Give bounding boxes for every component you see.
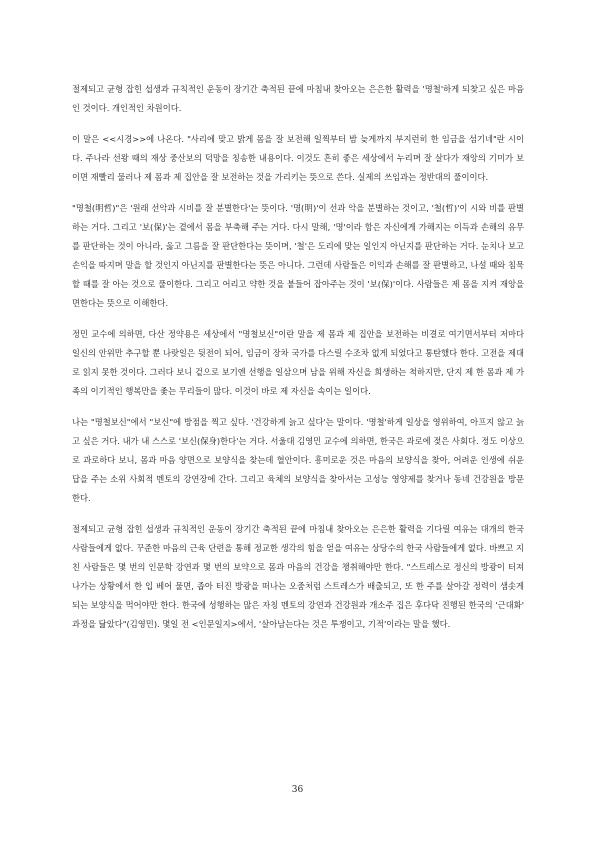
paragraph-1: 절제되고 균형 잡힌 섭생과 규칙적인 운동이 장기간 축적된 끝에 마침내 찾아오는 은은한 활력을 '명철'하게 되찾고 싶은 마음인 것이다. 개인적인 차원이다. [72,84,524,113]
body-text [72,80,524,646]
page-number: 36 [291,785,304,795]
paragraph-4: 정민 교수에 의하면, 다산 정약용은 세상에서 "명철보신"이란 말을 제 몸과 제 집안을 보전하는 비결로 여기면서부터 저마다 일신의 안위만 추구할 뿐 나랏일은 뒷전이 되어, 임금이 장차 국가를 다스릴 수조차 없게 되었다고 통탄했다 한다. 고전을 제대로 읽지 못한 것이다. 그러다 보니 겉으로 보기엔 선행을 일삼으며 남을 위해 자신을 희생하는 척하지만, 단지 제 한 몸과 제 가족의 이기적인 행복만을 좇는 무리들이 많다. 이것이 바로 제 자신을 속이는 일이다. [72,329,524,396]
paragraph-3: "명철(明哲)"은 '원래 선악과 시비를 잘 분별한다'는 뜻이다. '명(明)'이 선과 악을 분별하는 것이고, '철(哲)'이 시와 비를 판별하는 거다. 그리고 '보(保)'는 곁에서 몸을 부축해 주는 거다. 다시 말해, '명'이라 함은 자신에게 가해지는 이득과 손해의 유무를 판단하는 것이 아니라, 옳고 그름을 잘 판단한다는 뜻이며, '철'은 도리에 맞는 일인지 아닌지를 판단하는 거다. 눈치나 보고 손익을 따지며 말을 할 것인지 아닌지를 판별한다는 뜻은 아니다. 그런데 사람들은 이익과 손해를 잘 판별하고, 나설 때와 침묵할 때를 잘 아는 것으로 풀이한다. 그리고 어리고 약한 것을 붙들어 잡아주는 것이 '보(保)'이다. 사람들은 제 몸을 지켜 재앙을 면한다는 뜻으로 이해한다. [72,203,524,308]
paragraph-5: 나는 "명철보신"에서 "보신"에 방점을 찍고 싶다. '건강하게 늙고 싶다'는 말이다. '명철'하게 일상을 영위하여, 아프지 않고 늙고 싶은 거다. 내가 내 스스로 '보신(保身)한다'는 거다. 서울대 김영민 교수에 의하면, 한국은 과로에 젖은 사회다. 정도 이상으로 과로하다 보니, 몸과 마음 양면으로 보양식을 찾는데 혈안이다. 흥미로운 것은 마음의 보양식을 찾아, 어려운 인생에 쉬운 답을 주는 소위 사회적 멘토의 강연장에 간다. 그리고 육체의 보양식을 찾아서는 고성능 영양제를 찾거나 동네 건강원을 방문한다. [72,417,524,503]
paragraph-2: 이 말은 <<시경>>에 나온다. "사리에 맞고 밝게 몸을 잘 보전해 일찍부터 밤 늦게까지 부지런히 한 임금을 섬기네"란 시이다. 주나라 선왕 때의 재상 중산보의 덕망을 칭송한 내용이다. 이것도 흔히 좋은 세상에서 누리며 잘 살다가 재앙의 기미가 보이면 재빨리 물러나 제 몸과 제 집안을 잘 보전하는 것을 가리키는 뜻으로 쓴다. 실제의 쓰임과는 정반대의 풀이이다. [72,134,524,182]
paragraph-6: 절제되고 균형 잡힌 섭생과 규칙적인 운동이 장기간 축적된 끝에 마침내 찾아오는 은은한 활력을 기다릴 여유는 대개의 한국 사람들에게 없다. 꾸준한 마음의 근육 단련을 통해 정교한 생각의 힘을 얻을 여유는 상당수의 한국 사람들에게 없다. 바쁘고 지친 사람들은 몇 번의 인문학 강연과 몇 번의 보약으로 몸과 마음의 건강을 챙취해야만 한다. "스트레스로 정신의 방광이 터져 나가는 상황에서 한 입 베어 물면, 좁아 터진 방광을 떠나는 오줌처럼 스트레스가 배출되고, 또 한 주를 살아갈 정력이 샘솟게 되는 보양식을 먹어야만 한다. 한국에 성행하는 많은 자칭 멘토의 강연과 건강원과 개소주 집은 후다닥 진행된 한국의 '근대화' 과정을 닮았다"(김영민). 몇일 전 <인문일지>에서, '살아남는다는 것은 투쟁이고, 기적'이라는 말을 했다. [72,524,524,629]
